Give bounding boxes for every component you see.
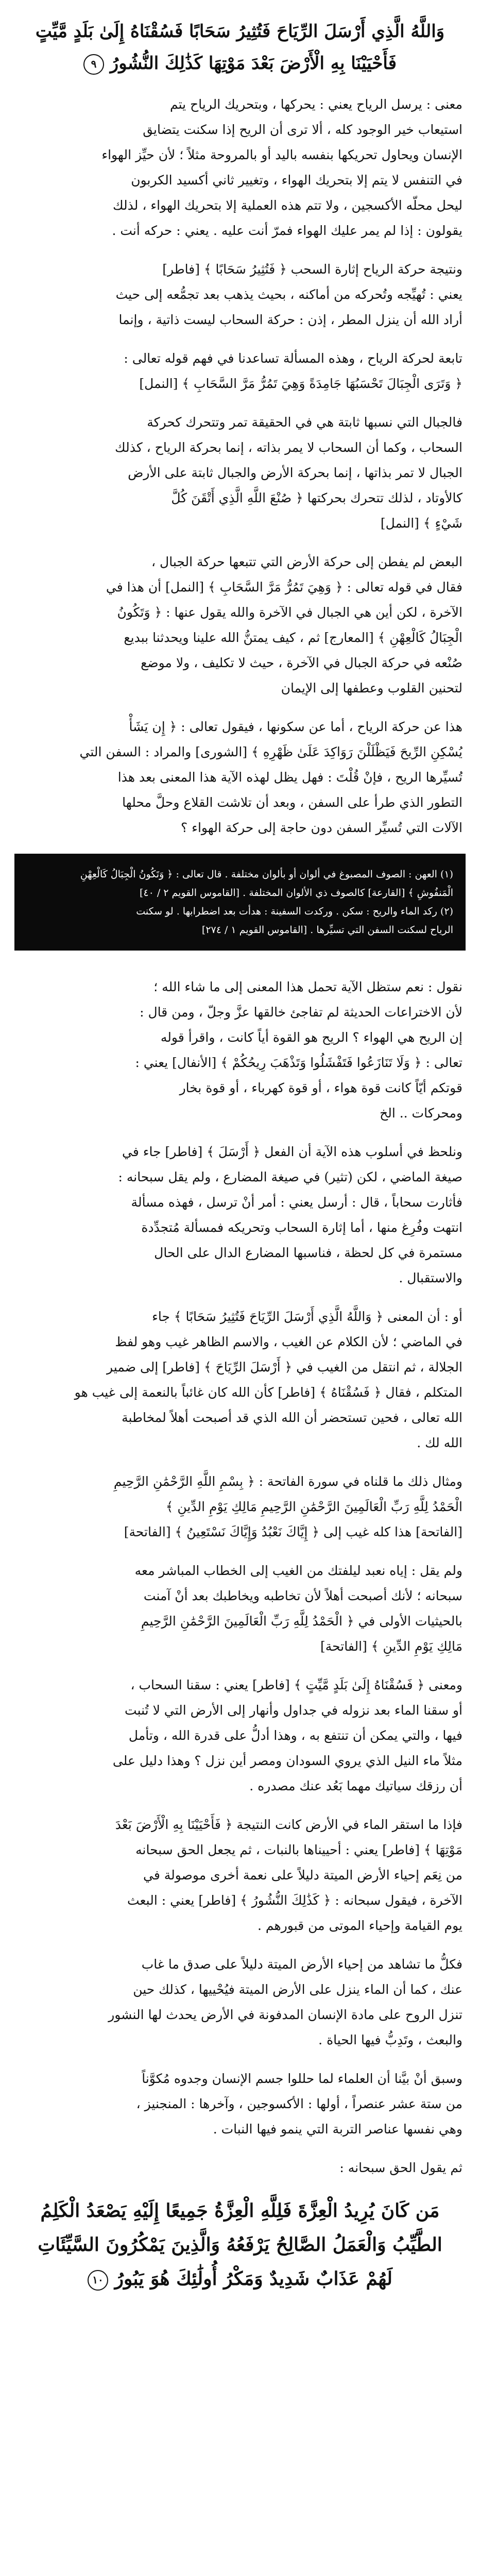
paragraph-line: استيعاب خير الوجود كله ، ألا ترى أن الريح إذا سكنت يتضايق — [143, 122, 462, 137]
paragraph-line: فكلُّ ما تشاهد من إحياء الأرض الميتة دليلاً على صدق ما غاب — [141, 1957, 462, 1972]
paragraph-line: صُنْعه في حركة الجبال في الآخرة ، حيث لا تكليف ، ولا موضع — [141, 655, 462, 670]
paragraph-line: يقولون : إذا لم يمر عليك الهواء فمرّ أنت عليه . يعني : حركه أنت . — [112, 223, 462, 238]
paragraph-line: وهي نفسها عناصر التربة التي ينمو فيها النبات . — [213, 2122, 462, 2137]
paragraph-line: السحاب ، وكما أن السحاب لا يمر بذاته ، إنما بحركة الرياح ، كذلك — [115, 440, 462, 455]
paragraph-line: صيغة الماضي ، لكن (تثير) في صيغة المضارع ، ولم يقل سبحانه : — [118, 1170, 462, 1184]
paragraph-line: ومعنى ﴿ فَسُقْنَاهُ إِلَىٰ بَلَدٍ مَّيِّتٍ ﴾ [فاطر] يعني : سقنا السحاب ، — [130, 1677, 462, 1692]
paragraph-line: عنك ، كما أن الماء ينزل على الأرض الميتة فيُحْييها ، كذلك حين — [133, 1982, 462, 1997]
paragraph — [18, 974, 462, 1126]
paragraph — [18, 1952, 462, 2053]
paragraph-line: لأن الاختراعات الحديثة لم تفاجئ خالقها عزَّ وجلّ ، ومن قال : — [140, 1005, 462, 1020]
paragraph — [18, 92, 462, 243]
closing-verse — [18, 2194, 462, 2296]
verse-line — [18, 47, 462, 79]
paragraph-line: أو سقنا الماء بعد نزوله في جداول وأنهار إلى الأرض التي لا تُنبت — [125, 1703, 462, 1718]
paragraph-line: أو : أن المعنى ﴿ وَاللَّهُ الَّذِي أَرْسَلَ الرِّيَاحَ فَتُثِيرُ سَحَابًا ﴾ جاء — [152, 1309, 462, 1324]
paragraph-line: تابعة لحركة الرياح ، وهذه المسألة تساعدنا في فهم قوله تعالى : — [124, 351, 462, 366]
paragraph-line: فالجبال التي نسبها ثابتة هي في الحقيقة تمر وتتحرك كحركة — [147, 415, 462, 430]
paragraph — [18, 714, 462, 840]
paragraph — [18, 410, 462, 536]
paragraph-line: البعض لم يفطن إلى حركة الأرض التي تتبعها حركة الجبال ، — [151, 554, 462, 569]
paragraph-line: الله لك . — [417, 1435, 462, 1450]
paragraph-line: من ستة عشر عنصراً ، أولها : الأكسوجين ، وآخرها : المنجنيز ، — [136, 2096, 462, 2111]
paragraph-line: مثلاً ماء النيل الذي يروي السودان ومصر أين نزل ؟ وهذا دليل على — [112, 1753, 462, 1768]
paragraph — [18, 346, 462, 396]
paragraph — [18, 1304, 462, 1455]
paragraph-line: كالأوتاد ، لذلك تتحرك بحركتها ﴿ صُنْعَ اللَّهِ الَّذِي أَتْقَنَ كُلَّ — [171, 490, 462, 505]
paragraph-line: وسبق أنْ بيَّنا أن العلماء لما حللوا جسم الإنسان وجدوه مُكوَّناً — [142, 2071, 462, 2086]
verse-line: وَاللَّهُ الَّذِي أَرْسَلَ الرِّيَاحَ فَتُثِيرُ سَحَابًا فَسُقْنَاهُ إِلَىٰ بَلَدٍ مَّيِّتٍ — [35, 21, 445, 42]
paragraph-line: مَوْتِهَا ﴾ [فاطر] يعني : أحييناها بالنبات ، ثم يجعل الحق سبحانه — [135, 1842, 462, 1857]
paragraph-line: الْحَمْدُ لِلَّهِ رَبِّ الْعَالَمِينَ الرَّحْمَٰنِ الرَّحِيمِ مَالِكِ يَوْمِ الدِّينِ ﴾ — [165, 1499, 462, 1514]
verse-line-text: لَهُمْ عَذَابٌ شَدِيدٌ وَمَكْرُ أُولَٰئِكَ هُوَ يَبُورُ — [114, 2268, 392, 2290]
paragraph — [18, 1672, 462, 1799]
paragraph-line: سبحانه ؛ لأنك أصبحت أهلاً لأن تخاطبه ويخاطبك بعد أنْ آمنت — [143, 1588, 462, 1603]
paragraph-line: الآلات التي تُسيِّر السفن دون حاجة إلى حركة الهواء ؟ — [180, 820, 462, 835]
paragraph-line: أراد الله أن ينزل المطر ، إذن : حركة السحاب ليست ذاتية ، وإنما — [118, 312, 462, 327]
verse-line — [18, 2262, 462, 2296]
paragraph-line: هذا عن حركة الرياح ، أما عن سكونها ، فيقول تعالى : ﴿ إِن يَشَأْ — [129, 719, 462, 734]
paragraph-line: والبعث ، وتَدِبُّ فيها الحياة . — [318, 2032, 462, 2047]
paragraph — [18, 1812, 462, 1938]
paragraph — [18, 257, 462, 332]
paragraph-line: بالحيثيات الأولى في ﴿ الْحَمْدُ لِلَّهِ رَبِّ الْعَالَمِينَ الرَّحْمَٰنِ الرَّحِيمِ — [141, 1614, 462, 1629]
paragraph-line: ومثال ذلك ما قلناه في سورة الفاتحة : ﴿ بِسْمِ اللَّهِ الرَّحْمَٰنِ الرَّحِيمِ — [113, 1474, 462, 1489]
paragraph-line: والاستقبال . — [399, 1270, 462, 1285]
footnote-line: الْمَنفُوشِ ﴾ [القارعة] كالصوف ذي الألوان المختلفة . [القاموس القويم ٢ / ٤٠] — [139, 887, 453, 899]
paragraph-line: [الفاتحة] هذا كله غيب إلى ﴿ إِيَّاكَ نَعْبُدُ وَإِيَّاكَ نَسْتَعِينُ ﴾ [الفاتحة] — [124, 1524, 462, 1539]
paragraph-line: الآخرة ، لكن أين هي الجبال في الآخرة والله يقول عنها : ﴿ وَتَكُونُ — [117, 605, 462, 620]
paragraph-line: مَالِكِ يَوْمِ الدِّينِ ﴾ [الفاتحة] — [320, 1639, 462, 1654]
commentary-section-2 — [18, 974, 462, 2180]
paragraph-line: يُسْكِنِ الرِّيحَ فَيَظْلَلْنَ رَوَاكِدَ عَلَىٰ ظَهْرِهِ ﴾ [الشورى] والمراد : السفن التي — [79, 744, 462, 759]
verse-number-ornament: ٩ — [83, 54, 104, 75]
paragraph-line: تعالى : ﴿ وَلَا تَنَازَعُوا فَتَفْشَلُوا وَتَذْهَبَ رِيحُكُمْ ﴾ [الأنفال] يعني : — [135, 1055, 462, 1070]
paragraph-line: يعني : تُهيِّجه وتُحركه من أماكنه ، بحيث يذهب بعد تجمُّعه إلى حيث — [115, 287, 462, 302]
paragraph-line: انتهت وفُرِغ منها ، أما إثارة السحاب وتحريكه فمسألة مُتجدِّدة — [141, 1220, 462, 1235]
paragraph-line: من نِعَم إحياء الأرض الميتة دليلاً على نعمة أخرى موصولة في — [143, 1868, 462, 1883]
paragraph-line: يوم القيامة وإحياء الموتى من قبورهم . — [258, 1918, 462, 1933]
paragraph-line: في التنفس لا يتم إلا بتحريك الهواء ، وتغيير ثاني أكسيد الكربون — [131, 173, 462, 188]
paragraph-line: ونلحظ في أسلوب هذه الآية أن الفعل ﴿ أَرْسَلَ ﴾ [فاطر] جاء في — [122, 1144, 462, 1159]
paragraph-line: أن رزقك سياتيك مهما بَعُد عنك مصدره . — [249, 1778, 462, 1793]
paragraph-line: شَيْءٍ ﴾ [النمل] — [380, 516, 462, 531]
paragraph-line: الله تعالى ، فحين تستحضر أن الله الذي قد أصبحت أهلاً لمخاطبة — [122, 1410, 462, 1425]
paragraph — [18, 1139, 462, 1291]
paragraph-line: ومحركات .. الخ — [380, 1106, 462, 1121]
paragraph-line: ﴿ وَتَرَى الْجِبَالَ تَحْسَبُهَا جَامِدَةً وَهِيَ تَمُرُّ مَرَّ السَّحَابِ ﴾ [النمل] — [139, 376, 462, 391]
paragraph-line: فقال في قوله تعالى : ﴿ وَهِيَ تَمُرُّ مَرَّ السَّحَابِ ﴾ [النمل] أن هذا في — [106, 580, 462, 595]
commentary-section-1 — [18, 92, 462, 840]
paragraph — [18, 549, 462, 701]
paragraph-line: الإنسان ويحاول تحريكها بنفسه باليد أو بالمروحة مثلاً ؛ لأن حيِّز الهواء — [101, 147, 462, 162]
footnotes-box — [14, 854, 466, 951]
verse-number-ornament: ١٠ — [88, 2270, 108, 2291]
paragraph-line: فيها ، والتي يمكن أن تنتفع به ، وهذا أدلُّ على قدرة الله ، وتأمل — [128, 1728, 462, 1743]
paragraph-line: في الماضي ؛ لأن الكلام عن الغيب ، والاسم الظاهر غيب وهو لفظ — [115, 1334, 462, 1349]
paragraph-line: ليحل محلّه الأكسجين ، ولا تتم هذه العملية إلا بتحريك الهواء ، لذلك — [112, 198, 462, 213]
verse-line: مَن كَانَ يُرِيدُ الْعِزَّةَ فَلِلَّهِ الْعِزَّةُ جَمِيعًا إِلَيْهِ يَصْعَدُ الْكَلِمُ — [40, 2200, 440, 2222]
footnote-line: (١) العهن : الصوف المصبوغ في ألوان أو بألوان مختلفة . قال تعالى : ﴿ وَتَكُونُ الْجِبَالُ كَالْعِهْنِ — [80, 869, 453, 880]
verse-line-text: فَأَحْيَيْنَا بِهِ الْأَرْضَ بَعْدَ مَوْتِهَا كَذَٰلِكَ النُّشُورُ — [110, 53, 397, 74]
paragraph — [18, 1558, 462, 1659]
paragraph — [18, 1469, 462, 1545]
paragraph-line: ثم يقول الحق سبحانه : — [339, 2160, 462, 2175]
footnote-line: الرياح لسكنت السفن التي تسيِّرها . [القاموس القويم ١ / ٢٧٤] — [201, 924, 453, 936]
footnote-line: (٢) ركد الماء والريح : سكن . وركدت السفينة : هدأت بعد اضطرابها . لو سكنت — [136, 906, 453, 917]
paragraph-line: فإذا ما استقر الماء في الأرض كانت النتيجة ﴿ فَأَحْيَيْنَا بِهِ الْأَرْضَ بَعْدَ — [115, 1817, 462, 1832]
paragraph-line: الآخرة ، فيقول سبحانه : ﴿ كَذَٰلِكَ النُّشُورُ ﴾ [فاطر] يعني : البعث — [127, 1893, 462, 1908]
paragraph-line: قوتكم أيّاً كانت قوة هواء ، أو قوة كهرباء ، أو قوة بخار — [179, 1080, 462, 1095]
paragraph-line: التطور الذي طرأ على السفن ، وبعد أن تلاشت القلاع وحلَّ محلها — [122, 795, 462, 810]
paragraph-line: إن الريح هي الهواء ؟ الريح هو القوة أياً كانت ، واقرأ قوله — [160, 1030, 462, 1045]
paragraph-line: تُسيِّرها الريح ، فإنْ قُلْتَ : فهل يظل لهذه الآية هذا المعنى بعد هذا — [117, 770, 462, 785]
paragraph-line: لتحنين القلوب وعطفها إلى الإيمان — [281, 681, 462, 696]
paragraph-line: تنزل الروح على مادة الإنسان المدفونة في الأرض يحدث لها النشور — [108, 2007, 462, 2022]
paragraph — [18, 2155, 462, 2180]
paragraph-line: الجلالة ، ثم انتقل من الغيب في ﴿ أَرْسَلَ الرِّيَاحَ ﴾ [فاطر] إلى ضمير — [106, 1360, 462, 1375]
verse-line: الطَّيِّبُ وَالْعَمَلُ الصَّالِحُ يَرْفَعُهُ وَالَّذِينَ يَمْكُرُونَ السَّيِّئَاتِ — [38, 2234, 442, 2256]
paragraph-line: فأثارت سحاباً ، قال : أرسل يعني : أمر أنْ ترسل ، فهذه مسألة — [131, 1195, 462, 1210]
paragraph-line: مستمرة في كل لحظة ، فناسبها المضارع الدال على الحال — [154, 1245, 462, 1260]
header-verse — [18, 15, 462, 79]
paragraph-line: ولم يقل : إياه نعبد ليلفتك من الغيب إلى الخطاب المباشر معه — [134, 1563, 462, 1578]
paragraph-line: نقول : نعم ستظل الآية تحمل هذا المعنى إلى ما شاء الله ؛ — [153, 979, 462, 994]
paragraph-line: ونتيجة حركة الرياح إثارة السحب ﴿ فَتُثِيرُ سَحَابًا ﴾ [فاطر] — [162, 262, 462, 277]
paragraph-line: معنى : يرسل الرياح يعني : يحركها ، وبتحريك الرياح يتم — [170, 97, 462, 112]
paragraph-line: الجبال لا تمر بذاتها ، إنما بحركة الأرض والجبال ثابتة على الأرض — [128, 465, 462, 480]
paragraph-line: الْجِبَالُ كَالْعِهْنِ ﴾ [المعارج] ثم ، كيف يمتنُّ الله علينا ويحدثنا ببديع — [124, 630, 462, 645]
paragraph-line: المتكلم ، فقال ﴿ فَسُقْنَاهُ ﴾ [فاطر] كأن الله كان غائباً بالنعمة إلى غيب هو — [74, 1385, 462, 1400]
paragraph — [18, 2066, 462, 2142]
